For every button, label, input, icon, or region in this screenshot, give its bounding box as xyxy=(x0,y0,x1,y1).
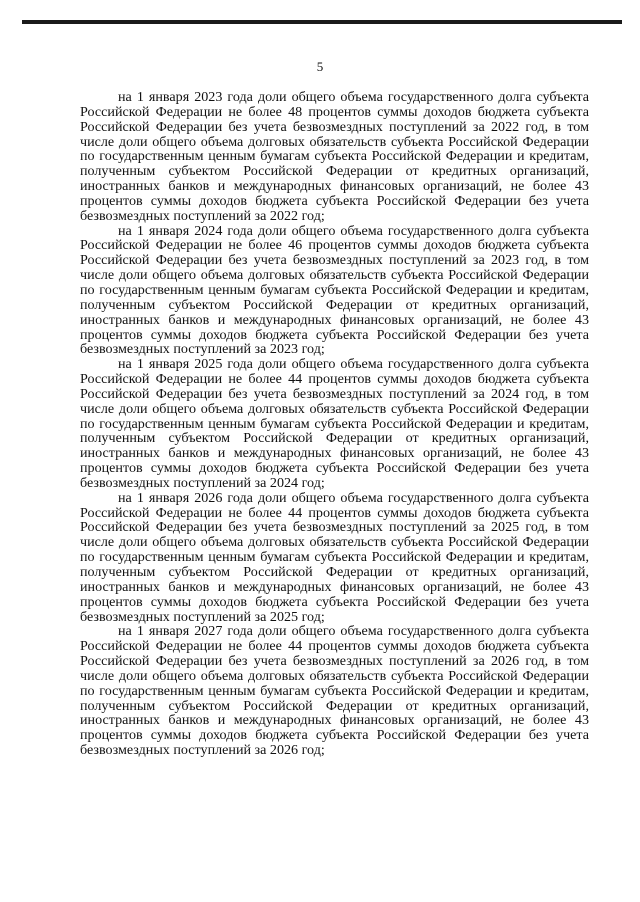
paragraph-2027: на 1 января 2027 года доли общего объема государственного долга субъекта Российской Федерации не более 44 процентов суммы доходов бюджета субъекта Российской Федерации без учета безвозмездных поступлений за 2026 год, в том числе доли общего объема долговых обязательств субъекта Российской Федерации по государственным ценным бумагам субъекта Российской Федерации и кредитам, полученным субъектом Российской Федерации от кредитных организаций, иностранных банков и международных финансовых организаций, не более 43 процентов суммы доходов бюджета субъекта Российской Федерации без учета безвозмездных поступлений за 2026 год; xyxy=(80,623,589,759)
paragraph-2026: на 1 января 2026 года доли общего объема государственного долга субъекта Российской Федерации не более 44 процентов суммы доходов бюджета субъекта Российской Федерации без учета безвозмездных поступлений за 2025 год, в том числе доли общего объема долговых обязательств субъекта Российской Федерации по государственным ценным бумагам субъекта Российской Федерации и кредитам, полученным субъектом Российской Федерации от кредитных организаций, иностранных банков и международных финансовых организаций, не более 43 процентов суммы доходов бюджета субъекта Российской Федерации без учета безвозмездных поступлений за 2025 год; xyxy=(80,489,589,625)
paragraph-2023: на 1 января 2023 года доли общего объема государственного долга субъекта Российской Федерации не более 48 процентов суммы доходов бюджета субъекта Российской Федерации без учета безвозмездных поступлений за 2022 год, в том числе доли общего объема долговых обязательств субъекта Российской Федерации по государственным ценным бумагам субъекта Российской Федерации и кредитам, полученным субъектом Российской Федерации от кредитных организаций, иностранных банков и международных финансовых организаций, не более 43 процентов суммы доходов бюджета субъекта Российской Федерации без учета безвозмездных поступлений за 2022 год; xyxy=(80,89,589,224)
page-number: 5 xyxy=(316,59,324,74)
top-rule xyxy=(22,20,622,24)
paragraph-2024: на 1 января 2024 года доли общего объема государственного долга субъекта Российской Федерации не более 46 процентов суммы доходов бюджета субъекта Российской Федерации без учета безвозмездных поступлений за 2023 год, в том числе доли общего объема долговых обязательств субъекта Российской Федерации по государственным ценным бумагам субъекта Российской Федерации и кредитам, полученным субъектом Российской Федерации от кредитных организаций, иностранных банков и международных финансовых организаций, не более 43 процентов суммы доходов бюджета субъекта Российской Федерации без учета безвозмездных поступлений за 2023 год; xyxy=(80,222,589,358)
document-body xyxy=(80,90,589,758)
paragraph-2025: на 1 января 2025 года доли общего объема государственного долга субъекта Российской Федерации не более 44 процентов суммы доходов бюджета субъекта Российской Федерации без учета безвозмездных поступлений за 2024 год, в том числе доли общего объема долговых обязательств субъекта Российской Федерации по государственным ценным бумагам субъекта Российской Федерации и кредитам, полученным субъектом Российской Федерации от кредитных организаций, иностранных банков и международных финансовых организаций, не более 43 процентов суммы доходов бюджета субъекта Российской Федерации без учета безвозмездных поступлений за 2024 год; xyxy=(80,356,589,491)
